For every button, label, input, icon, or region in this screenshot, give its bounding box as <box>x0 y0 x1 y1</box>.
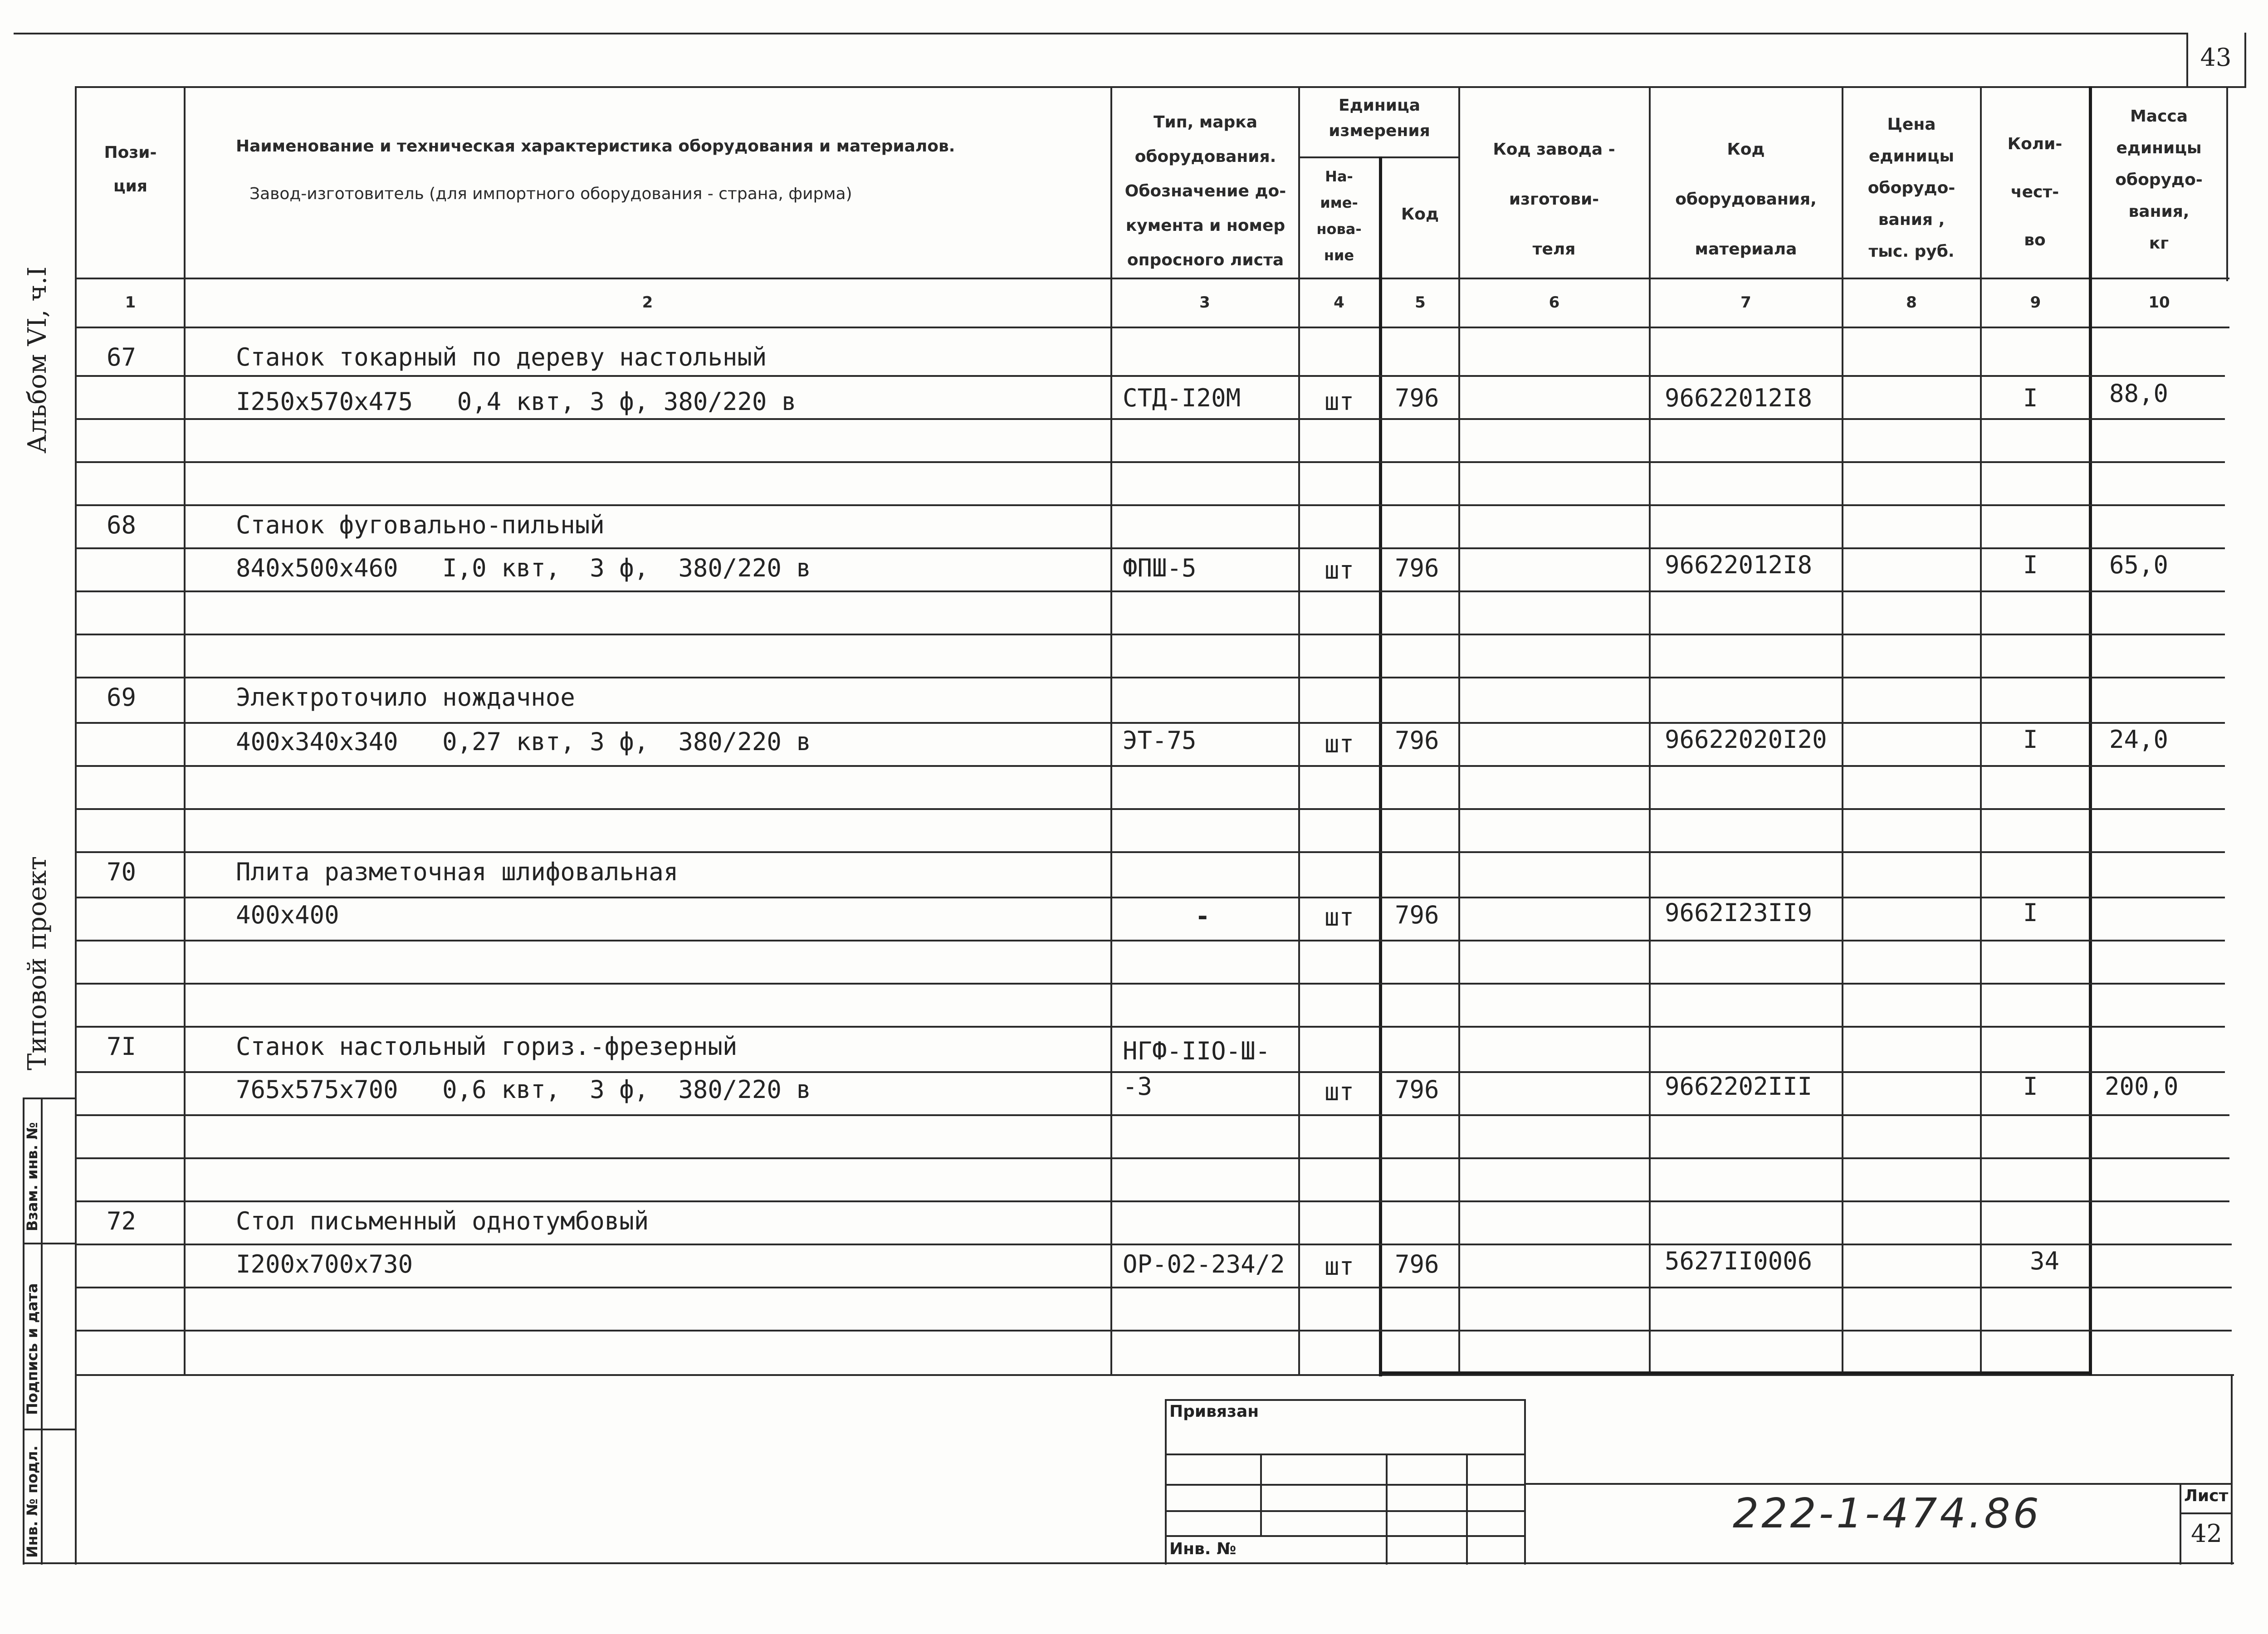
row-68-spec: 840x500x460 I,0 квт, 3 ф, 380/220 в <box>236 554 811 582</box>
row-71-unit-code: 796 <box>1395 1075 1439 1104</box>
colnum-4: 4 <box>1334 293 1344 312</box>
col-sep-7 <box>1842 86 1843 1375</box>
row-70-unit: шт <box>1325 903 1354 932</box>
row-68-type: ФПШ-5 <box>1123 554 1197 582</box>
row-72-equip-code: 5627II0006 <box>1665 1247 1813 1275</box>
row-69-name: Электроточило нождачное <box>236 683 575 712</box>
colnum-6: 6 <box>1549 293 1560 312</box>
row-72-name: Стол письменный однотумбовый <box>236 1207 649 1235</box>
row-67-unit-code: 796 <box>1395 384 1439 412</box>
row-70-name: Плита разметочная шлифовальная <box>236 858 679 886</box>
stamp-row-3 <box>1165 1484 1525 1486</box>
stamp-col-3 <box>1466 1454 1468 1565</box>
colnum-1: 1 <box>125 293 136 312</box>
row-70-unit-code: 796 <box>1395 901 1439 929</box>
row-71-pos: 7I <box>107 1032 137 1061</box>
row-69-type: ЭТ-75 <box>1123 726 1197 755</box>
header-price: Цена единицы оборудо- вания , тыс. руб. <box>1867 115 1955 261</box>
stamp-privyazan-top <box>1165 1399 1525 1401</box>
row-69-unit-code: 796 <box>1395 726 1439 755</box>
header-pos: Пози- ция <box>104 143 157 195</box>
row-71-name: Станок настольный гориз.-фрезерный <box>236 1032 738 1061</box>
stamp-col-1 <box>1260 1454 1262 1535</box>
col-sep-8 <box>1980 86 1982 1375</box>
row-68-qty: I <box>2023 551 2038 579</box>
album-label: Альбом VI, ч.I <box>23 266 52 454</box>
podpis-data-label: Подпись и дата <box>24 1283 41 1415</box>
row-72-pos: 72 <box>107 1207 137 1235</box>
row-line <box>75 940 2225 941</box>
stamp-privyazan-right <box>1524 1399 1526 1565</box>
row-69-pos: 69 <box>107 683 137 712</box>
side-div-3 <box>23 1429 76 1430</box>
header-equipment-code: Код оборудования, материала <box>1675 140 1817 259</box>
header-name-line1: Наименование и техническая характеристика оборудования и материалов. <box>236 137 955 156</box>
stamp-privyazan: Привязан <box>1169 1402 1259 1421</box>
row-71-equip-code: 9662202III <box>1665 1072 1813 1101</box>
colnum-7: 7 <box>1740 293 1751 312</box>
row-67-name: Станок токарный по дереву настольный <box>236 343 767 371</box>
row-67-mass: 88,0 <box>2109 379 2169 408</box>
row-72-unit: шт <box>1325 1252 1354 1281</box>
inv-podl-label: Инв. № подл. <box>24 1445 41 1558</box>
header-name-line2: Завод-изготовитель (для импортного оборудования - страна, фирма) <box>249 185 852 203</box>
row-68-name: Станок фуговально-пильный <box>236 511 605 539</box>
colnum-2: 2 <box>642 293 653 312</box>
stamp-list-mid <box>2180 1512 2232 1514</box>
col-sep-1 <box>184 86 186 1375</box>
stamp-inv-no: Инв. № <box>1169 1540 1237 1558</box>
row-67-unit: шт <box>1325 387 1354 416</box>
row-line <box>75 1157 2229 1159</box>
row-71-qty: I <box>2023 1072 2038 1101</box>
project-type-label: Типовой проект <box>23 856 52 1070</box>
header-type: Тип, марка оборудования. Обозначение до- кумента и номер опросного листа <box>1124 113 1286 269</box>
row-70-qty: I <box>2023 898 2038 927</box>
header-quantity: Коли- чест- во <box>2007 135 2063 249</box>
row-line <box>75 1287 2232 1288</box>
header-factory-code: Код завода - изготови- теля <box>1493 140 1615 259</box>
page-box-bottom <box>2186 86 2246 88</box>
stamp-col-2 <box>1386 1454 1388 1565</box>
row-line <box>75 897 2225 898</box>
row-line <box>75 634 2225 635</box>
colnum-9: 9 <box>2030 293 2041 312</box>
page-box-right <box>2244 33 2246 87</box>
row-67-qty: I <box>2023 384 2038 412</box>
row-72-type: ОР-02-234/2 <box>1123 1250 1285 1278</box>
side-div-1 <box>23 1097 76 1099</box>
colnum-8: 8 <box>1906 293 1917 312</box>
row-72-spec: I200x700x730 <box>236 1250 413 1278</box>
col-sep-6 <box>1649 86 1651 1375</box>
table-top <box>75 86 2186 88</box>
row-67-type: СТД-I20М <box>1123 384 1241 412</box>
header-bottom <box>75 278 2229 279</box>
row-69-mass: 24,0 <box>2109 725 2169 754</box>
colnum-bottom <box>75 327 2229 328</box>
row-68-equip-code: 96622012I8 <box>1665 551 1813 579</box>
stamp-row-1 <box>1165 1454 1525 1455</box>
stamp-row-5 <box>1165 1535 1525 1537</box>
vzam-inv-label: Взам. инв. № <box>24 1122 41 1231</box>
row-68-unit: шт <box>1325 556 1354 585</box>
stamp-list-label: Лист <box>2184 1487 2229 1505</box>
header-unit-code: Код <box>1401 205 1439 224</box>
colnum-10: 10 <box>2148 293 2170 312</box>
top-border <box>14 33 2186 34</box>
row-line <box>75 590 2225 592</box>
row-69-equip-code: 96622020I20 <box>1665 725 1827 754</box>
row-67-spec: I250x570x475 0,4 квт, 3 ф, 380/220 в <box>236 387 797 416</box>
row-71-type: НГФ-IIO-Ш- <box>1123 1037 1271 1065</box>
row-line <box>75 983 2225 985</box>
stamp-list-left <box>2180 1483 2181 1565</box>
col-sep-5 <box>1458 86 1460 1375</box>
row-69-unit: шт <box>1325 730 1354 758</box>
page-box-left <box>2186 33 2188 87</box>
row-line <box>75 461 2225 463</box>
row-line <box>75 1114 2229 1116</box>
row-71-spec: 765x575x700 0,6 квт, 3 ф, 380/220 в <box>236 1075 811 1104</box>
frame-left-mid <box>41 1097 43 1565</box>
row-71-mass: 200,0 <box>2105 1072 2179 1101</box>
header-unit: Единица измерения <box>1329 96 1430 140</box>
row-line <box>75 1330 2232 1332</box>
row-69-spec: 400x340x340 0,27 квт, 3 ф, 380/220 в <box>236 727 811 756</box>
colnum-5: 5 <box>1415 293 1426 312</box>
stamp-row-4 <box>1165 1510 1525 1512</box>
row-71-unit: шт <box>1325 1078 1354 1106</box>
row-68-mass: 65,0 <box>2109 551 2169 579</box>
stamp-list-number: 42 <box>2191 1519 2222 1548</box>
frame-right <box>2231 1374 2233 1565</box>
row-70-spec: 400x400 <box>236 901 339 929</box>
row-line <box>75 808 2225 810</box>
stamp-privyazan-left <box>1165 1399 1167 1565</box>
row-72-unit-code: 796 <box>1395 1250 1439 1278</box>
row-70-type: - <box>1195 902 1210 931</box>
side-div-2 <box>23 1243 76 1244</box>
stamp-doc-number: 222-1-474.86 <box>1733 1490 2042 1537</box>
frame-left-main <box>75 86 77 1565</box>
row-70-pos: 70 <box>107 858 137 886</box>
row-70-equip-code: 9662I23II9 <box>1665 898 1813 927</box>
row-72-qty: 34 <box>2030 1247 2060 1275</box>
row-67-pos: 67 <box>107 343 137 371</box>
row-71-type-cont: -3 <box>1123 1072 1153 1101</box>
col-sep-10 <box>2226 86 2228 281</box>
col-sep-9 <box>2089 86 2092 1375</box>
colnum-3: 3 <box>1199 293 1210 312</box>
row-68-unit-code: 796 <box>1395 554 1439 582</box>
thick-box-bottom <box>1379 1371 2092 1375</box>
row-68-pos: 68 <box>107 511 137 539</box>
page-number-top: 43 <box>2200 43 2232 72</box>
row-67-equip-code: 96622012I8 <box>1665 384 1813 412</box>
stamp-row-2 <box>1524 1483 2232 1485</box>
frame-bottom <box>23 1562 2234 1564</box>
header-unit-name: На- име- нова- ние <box>1316 168 1362 264</box>
header-mass: Масса единицы оборудо- вания, кг <box>2115 107 2203 253</box>
row-line <box>75 765 2225 767</box>
row-69-qty: I <box>2023 725 2038 754</box>
